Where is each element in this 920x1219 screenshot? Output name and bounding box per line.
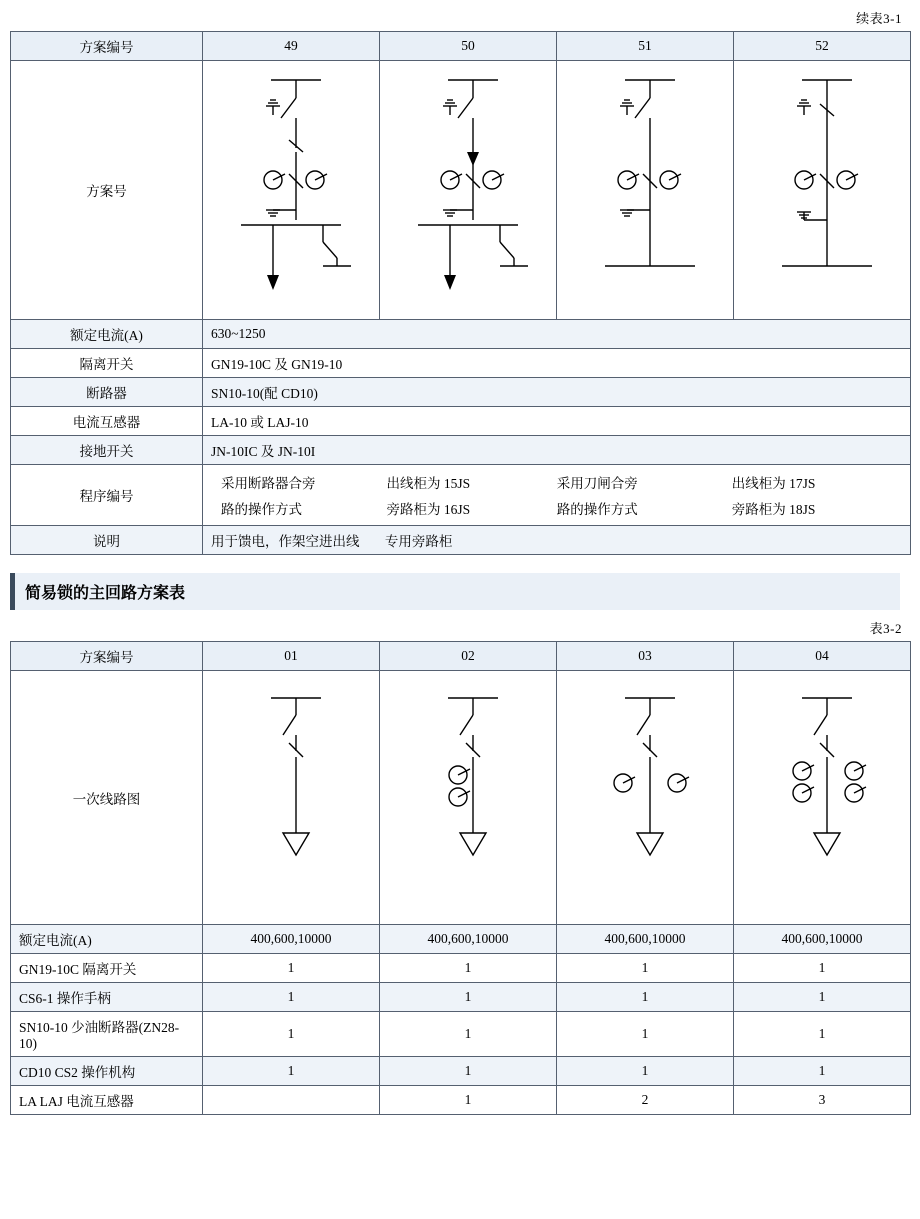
table2-row-rated-current	[11, 925, 911, 954]
t2-disconnector-01: 1	[203, 954, 380, 983]
table1-plan-52: 52	[734, 32, 911, 61]
table1-row-earthing-switch	[11, 436, 911, 465]
table1-plan-49: 49	[203, 32, 380, 61]
row-label-note: 说明	[11, 526, 203, 555]
t2-rated-current-04: 400,600,10000	[734, 925, 911, 954]
t2-row-label-breaker: SN10-10 少油断路器(ZN28-10)	[11, 1012, 203, 1057]
t2-breaker-03: 1	[557, 1012, 734, 1057]
row-value-disconnector: GN19-10C 及 GN19-10	[203, 349, 911, 378]
table2-row-disconnector	[11, 954, 911, 983]
t2-handle-03: 1	[557, 983, 734, 1012]
t2-rated-current-02: 400,600,10000	[380, 925, 557, 954]
table1-diagram-row-label: 方案号	[11, 61, 203, 320]
t2-row-label-mechanism: CD10 CS2 操作机构	[11, 1057, 203, 1086]
table2-plan-04: 04	[734, 642, 911, 671]
t2-row-label-rated-current: 额定电流(A)	[11, 925, 203, 954]
t2-breaker-04: 1	[734, 1012, 911, 1057]
t2-disconnector-03: 1	[557, 954, 734, 983]
table1-diagram-row	[11, 61, 911, 320]
program-l2-c3: 路的操作方式	[556, 502, 638, 517]
table2-header-row	[11, 642, 911, 671]
table-simple-lock-main-circuit	[10, 641, 911, 1115]
row-label-program: 程序编号	[11, 465, 203, 526]
circuit-diagram-49	[203, 61, 380, 320]
t2-handle-02: 1	[380, 983, 557, 1012]
t2-handle-04: 1	[734, 983, 911, 1012]
note-part-1: 用于馈电，作架空进出线	[211, 534, 360, 549]
t2-ct-04: 3	[734, 1086, 911, 1115]
t2-mechanism-02: 1	[380, 1057, 557, 1086]
program-l2-c1: 路的操作方式	[221, 502, 302, 517]
table2-diagram-row-label: 一次线路图	[11, 671, 203, 925]
row-label-ct: 电流互感器	[11, 407, 203, 436]
circuit-diagram-03	[557, 671, 734, 925]
program-l2-c4: 旁路柜为 18JS	[731, 502, 816, 517]
table1-row-disconnector	[11, 349, 911, 378]
table1-plan-51: 51	[557, 32, 734, 61]
t2-ct-02: 1	[380, 1086, 557, 1115]
table1-plan-50: 50	[380, 32, 557, 61]
t2-ct-01	[203, 1086, 380, 1115]
program-line-1	[211, 469, 902, 495]
t2-row-label-handle: CS6-1 操作手柄	[11, 983, 203, 1012]
t2-breaker-02: 1	[380, 1012, 557, 1057]
t2-disconnector-02: 1	[380, 954, 557, 983]
table2-caption: 表3-2	[869, 621, 902, 636]
note-part-2: 专用旁路柜	[384, 534, 453, 549]
program-l1-c2: 出线柜为 15JS	[386, 476, 471, 491]
row-value-earthing-switch: JN-10IC 及 JN-10I	[203, 436, 911, 465]
t2-ct-03: 2	[557, 1086, 734, 1115]
row-value-note	[203, 526, 911, 555]
table2-plan-01: 01	[203, 642, 380, 671]
row-value-ct: LA-10 或 LAJ-10	[203, 407, 911, 436]
table1-header-row	[11, 32, 911, 61]
table1-caption: 续表3-1	[856, 11, 902, 26]
circuit-diagram-04	[734, 671, 911, 925]
table1-row-note	[11, 526, 911, 555]
t2-rated-current-03: 400,600,10000	[557, 925, 734, 954]
t2-breaker-01: 1	[203, 1012, 380, 1057]
row-value-rated-current: 630~1250	[203, 320, 911, 349]
table2-row-mechanism	[11, 1057, 911, 1086]
table2-row-ct	[11, 1086, 911, 1115]
table2-diagram-row	[11, 671, 911, 925]
table1-row-rated-current	[11, 320, 911, 349]
t2-mechanism-01: 1	[203, 1057, 380, 1086]
t2-rated-current-01: 400,600,10000	[203, 925, 380, 954]
document-page	[0, 8, 920, 1219]
row-value-program	[203, 465, 911, 526]
row-label-earthing-switch: 接地开关	[11, 436, 203, 465]
table1-row-ct	[11, 407, 911, 436]
circuit-diagram-51	[557, 61, 734, 320]
section-title: 简易锁的主回路方案表	[10, 573, 900, 610]
row-value-breaker: SN10-10(配 CD10)	[203, 378, 911, 407]
t2-disconnector-04: 1	[734, 954, 911, 983]
t2-row-label-ct: LA LAJ 电流互感器	[11, 1086, 203, 1115]
row-label-disconnector: 隔离开关	[11, 349, 203, 378]
circuit-diagram-52	[734, 61, 911, 320]
circuit-diagram-02	[380, 671, 557, 925]
circuit-diagram-01	[203, 671, 380, 925]
table2-plan-03: 03	[557, 642, 734, 671]
program-l1-c3: 采用刀闸合旁	[556, 476, 638, 491]
t2-mechanism-04: 1	[734, 1057, 911, 1086]
table1-header-label: 方案编号	[11, 32, 203, 61]
row-label-breaker: 断路器	[11, 378, 203, 407]
t2-handle-01: 1	[203, 983, 380, 1012]
table2-plan-02: 02	[380, 642, 557, 671]
t2-row-label-disconnector: GN19-10C 隔离开关	[11, 954, 203, 983]
table-scheme-continued	[10, 31, 911, 555]
table1-row-program	[11, 465, 911, 526]
table1-row-breaker	[11, 378, 911, 407]
row-label-rated-current: 额定电流(A)	[11, 320, 203, 349]
table2-row-breaker	[11, 1012, 911, 1057]
program-l1-c1: 采用断路器合旁	[221, 476, 316, 491]
table2-row-handle	[11, 983, 911, 1012]
circuit-diagram-50	[380, 61, 557, 320]
program-l1-c4: 出线柜为 17JS	[731, 476, 816, 491]
program-l2-c2: 旁路柜为 16JS	[386, 502, 471, 517]
t2-mechanism-03: 1	[557, 1057, 734, 1086]
table2-header-label: 方案编号	[11, 642, 203, 671]
program-line-2	[211, 495, 902, 521]
